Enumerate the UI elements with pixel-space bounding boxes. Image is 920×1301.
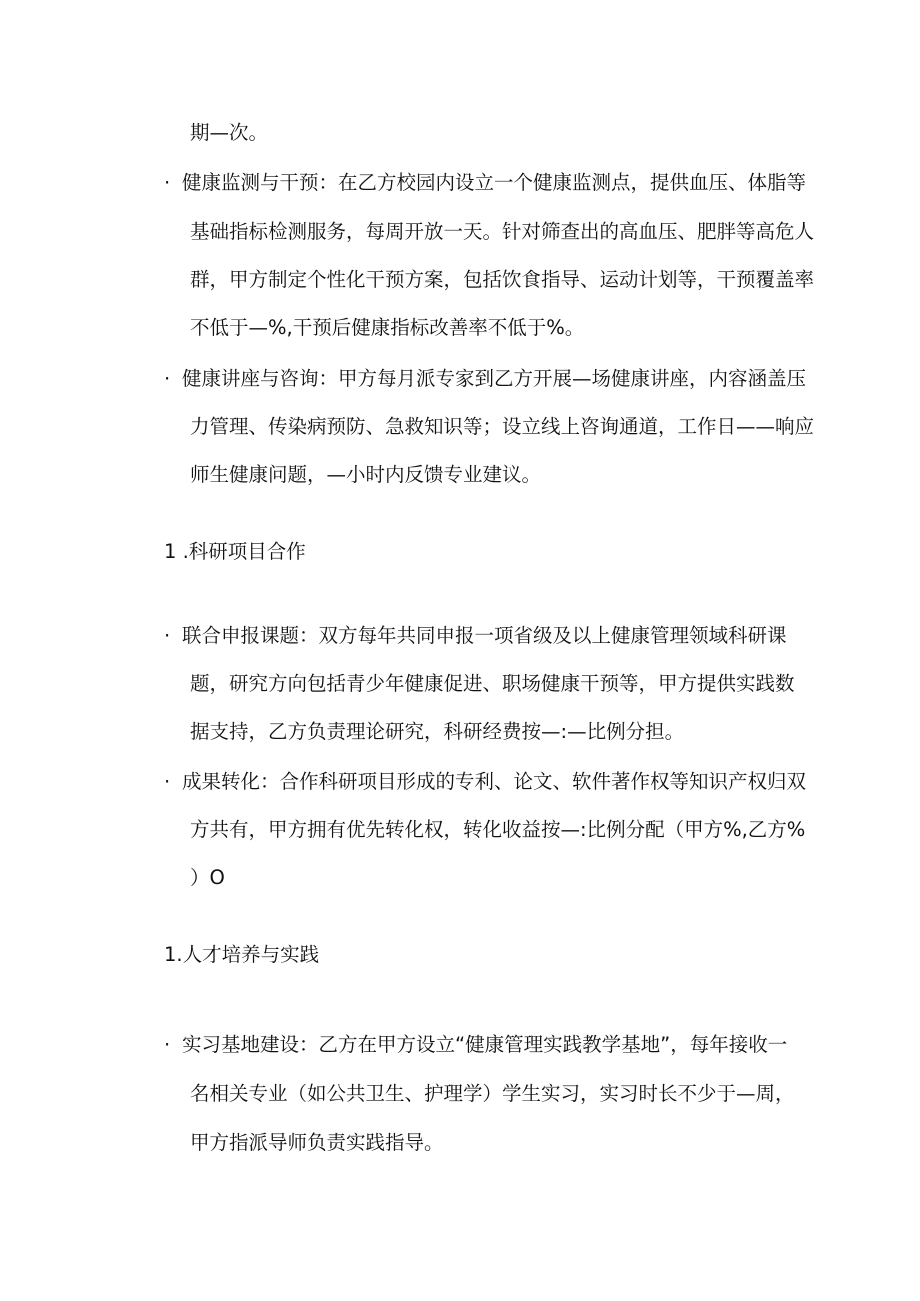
bullet-achievement-transfer-line-3: ）O bbox=[190, 866, 225, 889]
bullet-internship-base-line-3: 甲方指派导师负责实践指导。 bbox=[190, 1131, 444, 1154]
bullet-health-monitoring-line-2: 基础指标检测服务，每周开放一天。针对筛查出的高血压、肥胖等高危人 bbox=[190, 220, 815, 243]
bullet-health-lecture-line-1: 健康讲座与咨询：甲方每月派专家到乙方开展—场健康讲座，内容涵盖压 bbox=[182, 367, 807, 390]
bullet-achievement-transfer-line-2: 方共有，甲方拥有优先转化权，转化收益按—:比例分配（甲方%,乙方% bbox=[190, 818, 806, 841]
bullet-achievement-transfer-line-1: 成果转化：合作科研项目形成的专利、论文、软件著作权等知识产权归双 bbox=[182, 770, 807, 793]
bullet-joint-application-line-1: 联合申报课题：双方每年共同申报一项省级及以上健康管理领域科研课 bbox=[182, 624, 787, 647]
bullet-marker: · bbox=[164, 1033, 171, 1056]
bullet-marker: · bbox=[164, 171, 171, 194]
section-heading-research: 1 .科研项目合作 bbox=[164, 540, 306, 563]
bullet-joint-application-line-2: 题，研究方向包括青少年健康促进、职场健康干预等，甲方提供实践数 bbox=[190, 672, 795, 695]
bullet-marker: · bbox=[164, 770, 171, 793]
bullet-health-lecture-line-2: 力管理、传染病预防、急救知识等；设立线上咨询通道，工作日——响应 bbox=[190, 415, 815, 438]
bullet-internship-base-line-2: 名相关专业（如公共卫生、护理学）学生实习，实习时长不少于—周， bbox=[190, 1082, 795, 1105]
bullet-health-monitoring-line-3: 群，甲方制定个性化干预方案，包括饮食指导、运动计划等，干预覆盖率 bbox=[190, 268, 815, 291]
bullet-health-lecture-line-3: 师生健康问题，—小时内反馈专业建议。 bbox=[190, 463, 542, 486]
continuation-text: 期—次。 bbox=[190, 121, 269, 144]
bullet-internship-base-line-1: 实习基地建设：乙方在甲方设立“健康管理实践教学基地”，每年接收一 bbox=[182, 1033, 788, 1056]
bullet-joint-application-line-3: 据支持，乙方负责理论研究，科研经费按—:—比例分担。 bbox=[190, 720, 685, 743]
bullet-marker: · bbox=[164, 367, 171, 390]
bullet-health-monitoring-line-1: 健康监测与干预：在乙方校园内设立一个健康监测点，提供血压、体脂等 bbox=[182, 171, 807, 194]
bullet-marker: · bbox=[164, 624, 171, 647]
section-heading-talent: 1.人才培养与实践 bbox=[164, 943, 320, 966]
bullet-health-monitoring-line-4: 不低于—%,干预后健康指标改善率不低于%。 bbox=[190, 316, 585, 339]
